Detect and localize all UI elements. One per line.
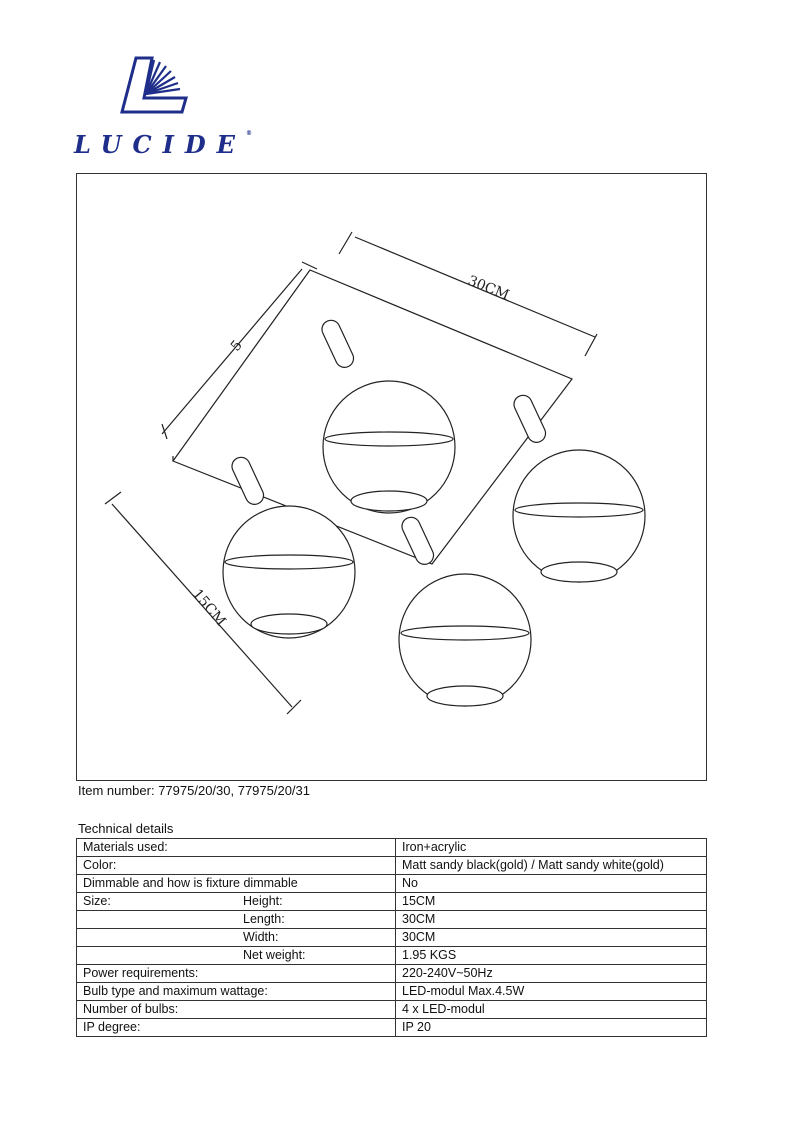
spec-sublabel: Length: bbox=[237, 911, 396, 929]
lucide-logo-icon bbox=[118, 52, 188, 122]
spec-sublabel: Net weight: bbox=[237, 947, 396, 965]
spec-row-bulbs bbox=[77, 1001, 707, 1019]
spec-value: 30CM bbox=[396, 929, 707, 947]
spec-label-empty bbox=[77, 947, 238, 965]
fixture-line-drawing bbox=[77, 174, 708, 782]
spec-value: Matt sandy black(gold) / Matt sandy white(gold) bbox=[396, 857, 707, 875]
spec-label-empty bbox=[77, 911, 238, 929]
spec-row-materials bbox=[77, 839, 707, 857]
spec-label: Dimmable and how is fixture dimmable bbox=[77, 875, 396, 893]
spec-value: 220-240V~50Hz bbox=[396, 965, 707, 983]
brand-logo bbox=[74, 52, 252, 162]
spec-row-power bbox=[77, 965, 707, 983]
spec-row-ip bbox=[77, 1019, 707, 1037]
spec-label: IP degree: bbox=[77, 1019, 396, 1037]
spec-row-weight bbox=[77, 947, 707, 965]
spec-label: Number of bulbs: bbox=[77, 1001, 396, 1019]
spec-row-dimmable bbox=[77, 875, 707, 893]
spec-label: Power requirements: bbox=[77, 965, 396, 983]
spec-row-height bbox=[77, 893, 707, 911]
spec-table bbox=[76, 838, 707, 1037]
spec-value: 15CM bbox=[396, 893, 707, 911]
spec-label: Bulb type and maximum wattage: bbox=[77, 983, 396, 1001]
spec-row-width bbox=[77, 929, 707, 947]
spec-sublabel: Width: bbox=[237, 929, 396, 947]
dim-height-label: 15CM bbox=[188, 586, 229, 630]
spec-value: IP 20 bbox=[396, 1019, 707, 1037]
brand-name bbox=[74, 130, 252, 159]
dim-length-label: 30CM bbox=[465, 272, 512, 304]
brand-name-text: LUCIDE bbox=[74, 130, 246, 159]
spec-label: Color: bbox=[77, 857, 396, 875]
spec-value: No bbox=[396, 875, 707, 893]
product-drawing bbox=[76, 173, 707, 781]
registered-mark: ® bbox=[245, 130, 252, 137]
spec-value: LED-modul Max.4.5W bbox=[396, 983, 707, 1001]
spec-value: 4 x LED-modul bbox=[396, 1001, 707, 1019]
spec-value: 30CM bbox=[396, 911, 707, 929]
dim-width-label: 5 bbox=[227, 337, 246, 355]
spec-label: Size: bbox=[77, 893, 238, 911]
spec-row-bulb-type bbox=[77, 983, 707, 1001]
item-number: Item number: 77975/20/30, 77975/20/31 bbox=[78, 783, 311, 798]
technical-details-title: Technical details bbox=[78, 821, 174, 836]
spec-label-empty bbox=[77, 929, 238, 947]
spec-value: Iron+acrylic bbox=[396, 839, 707, 857]
spec-row-color bbox=[77, 857, 707, 875]
spec-label: Materials used: bbox=[77, 839, 396, 857]
spec-value: 1.95 KGS bbox=[396, 947, 707, 965]
spec-row-length bbox=[77, 911, 707, 929]
spec-sublabel: Height: bbox=[237, 893, 396, 911]
